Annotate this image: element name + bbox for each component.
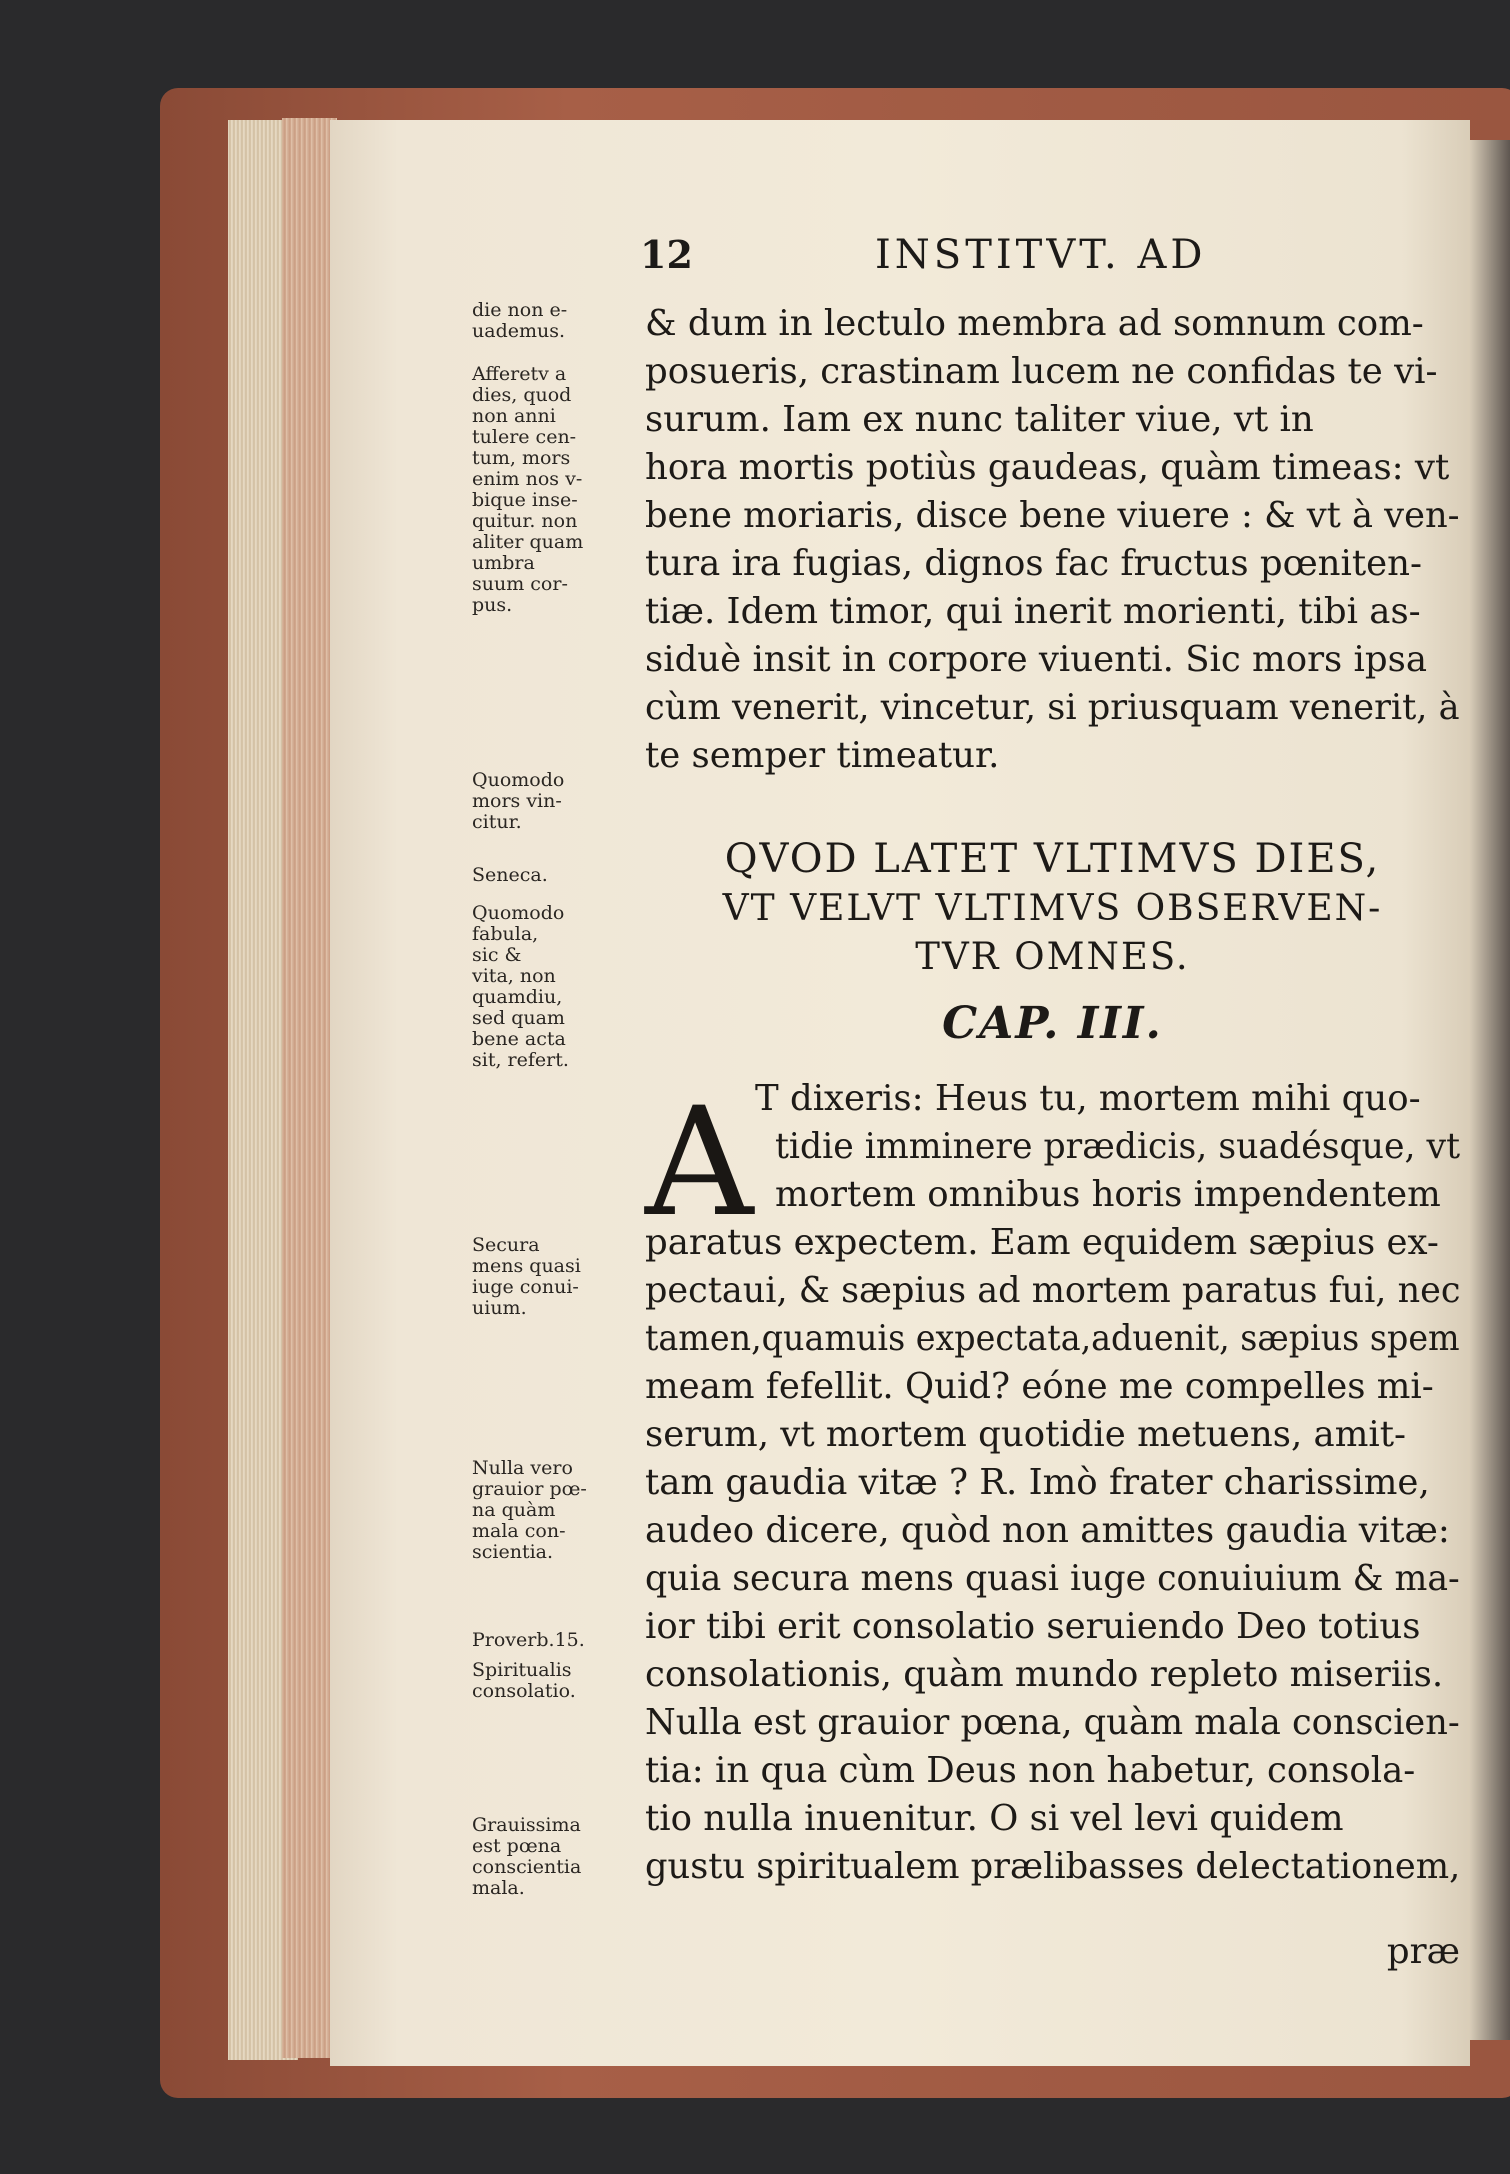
chapter-heading: QVOD LATET VLTIMVS DIES, (724, 836, 1381, 882)
text-line: tiæ. Idem timor, qui inerit morienti, tibi as- (645, 591, 1421, 632)
text-line: T dixeris: Heus tu, mortem mihi quo- (755, 1078, 1421, 1119)
text-line: bene moriaris, disce bene viuere : & vt à ven- (645, 495, 1460, 536)
text-line: quia secura mens quasi iuge conuiuium & ma- (645, 1558, 1460, 1599)
text-line: tidie imminere prædicis, suadésque, vt (775, 1126, 1461, 1167)
text-line: paratus expectem. Eam equidem sæpius ex- (645, 1222, 1439, 1263)
gutter-shadow (1470, 140, 1510, 2040)
margin-note: Grauissima est pœna conscientia mala. (472, 1814, 582, 1899)
text-line: hora mortis potiùs gaudeas, quàm timeas: vt (645, 447, 1450, 488)
text-line: gustu spiritualem prælibasses delectationem, (645, 1846, 1461, 1887)
text-line: tam gaudia vitæ ? R. Imò frater charissime, (645, 1462, 1430, 1503)
margin-note: die non e- uademus. (472, 299, 568, 342)
text-line: tio nulla inuenitur. O si vel levi quidem (645, 1798, 1344, 1839)
margin-note: Spiritualis consolatio. (472, 1659, 576, 1702)
text-line: pectaui, & sæpius ad mortem paratus fui, nec (645, 1270, 1461, 1311)
running-title: INSTITVT. AD (875, 232, 1207, 278)
chapter-heading: VT VELVT VLTIMVS OBSERVEN- (722, 888, 1383, 929)
margin-note: Secura mens quasi iuge conui- uium. (472, 1234, 581, 1319)
text-line: & dum in lectulo membra ad somnum com- (645, 303, 1424, 344)
margin-note: Nulla vero grauior pœ- na quàm mala con- scientia. (472, 1457, 587, 1563)
page-header (640, 232, 1440, 282)
text-line: meam fefellit. Quid? eóne me compelles mi- (645, 1366, 1434, 1407)
chapter-number: CAP. III. (942, 998, 1163, 1049)
text-line: cùm venerit, vincetur, si priusquam venerit, à (645, 687, 1460, 728)
margin-note: Afferetv a dies, quod non anni tulere cen- tum, mors enim nos v- bique inse- quitur. non aliter quam umbra suum cor- pus. (472, 363, 584, 616)
margin-note: Seneca. (472, 864, 548, 886)
text-line: consolationis, quàm mundo repleto miseriis. (645, 1654, 1444, 1695)
text-line: ior tibi erit consolatio seruiendo Deo totius (645, 1606, 1421, 1647)
text-line: siduè insit in corpore viuenti. Sic mors ipsa (645, 639, 1428, 680)
margin-note: Proverb.15. (472, 1629, 585, 1651)
text-line: mortem omnibus horis impendentem (775, 1174, 1441, 1215)
margin-note: Quomodo fabula, sic & vita, non quamdiu, sed quam bene acta sit, refert. (472, 902, 569, 1071)
text-line: te semper timeatur. (645, 735, 1000, 776)
page-number: 12 (640, 232, 693, 277)
text-line: surum. Iam ex nunc taliter viue, vt in (645, 399, 1314, 440)
text-line: serum, vt mortem quotidie metuens, amit- (645, 1414, 1406, 1455)
page-stack (282, 118, 337, 2058)
text-line: posueris, crastinam lucem ne confidas te vi- (645, 351, 1438, 392)
text-line: tura ira fugias, dignos fac fructus pœniten- (645, 543, 1423, 584)
catchword: præ (1386, 1931, 1460, 1972)
chapter-heading: TVR OMNES. (915, 935, 1190, 978)
text-line: tamen,quamuis expectata,aduenit, sæpius spem (645, 1318, 1460, 1359)
text-line: tia: in qua cùm Deus non habetur, consola- (645, 1750, 1416, 1791)
drop-cap: A (645, 1076, 754, 1250)
margin-note: Quomodo mors vin- citur. (472, 769, 565, 833)
text-line: Nulla est grauior pœna, quàm mala conscien- (645, 1702, 1460, 1743)
text-line: audeo dicere, quòd non amittes gaudia vitæ: (645, 1510, 1450, 1551)
